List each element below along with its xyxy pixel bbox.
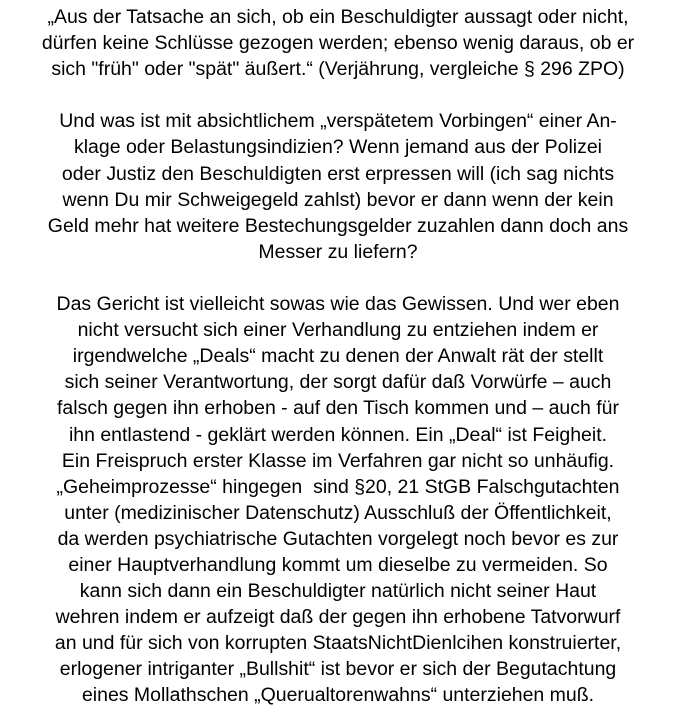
text-line: „Aus der Tatsache an sich, ob ein Beschuldigter aussagt oder nicht, [47,6,629,28]
text-line: eines Mollathschen „Querualtorenwahns“ unterziehen muß. [81,684,595,707]
text-line: oder Justiz den Beschuldigten erst erpressen will (ich sag nichts [61,162,615,185]
paragraph-question [0,108,676,265]
text-line: sich seiner Verantwortung, der sorgt dafür daß Vorwürfe – auch [64,371,612,394]
text-line: „Geheimprozesse“ hingegen sind §20, 21 StGB Falschgutachten [56,475,620,498]
text-line: falsch gegen ihn erhoben - auf den Tisch kommen und – auch für [57,397,619,420]
document-body [0,4,676,709]
paragraph-spacer [0,265,676,291]
text-line: unter (medizinischer Datenschutz) Ausschluß der Öffentlichkeit, [64,501,612,524]
text-line: wehren indem er aufzeigt daß der gegen ihn erhobene Tatvorwurf [55,606,621,629]
paragraph-spacer [0,82,676,108]
text-line: nicht versucht sich einer Verhandlung zu entziehen indem er [77,319,599,342]
text-line: kann sich dann ein Beschuldigter natürlich nicht seiner Haut [79,580,597,603]
paragraph-quote [0,4,676,82]
text-line: da werden psychiatrische Gutachten vorgelegt noch bevor es zur [57,527,619,550]
text-line: Ein Freispruch erster Klasse im Verfahren gar nicht so unhäufig. [61,449,615,472]
paragraph-court [0,291,676,709]
text-line: an und für sich von korrupten StaatsNichtDienlcihen konstruierter, [54,632,622,655]
text-line: erlogener intriganter „Bullshit“ ist bevor er sich der Begutachtung [59,658,617,681]
text-line: einer Hauptverhandlung kommt um dieselbe zu vermeiden. So [68,553,608,576]
text-line: ihn entlastend - geklärt werden können. Ein „Deal“ ist Feigheit. [68,423,608,446]
text-line: dürfen keine Schlüsse gezogen werden; ebenso wenig daraus, ob er [41,32,635,55]
text-line: sich "früh" oder "spät" äußert.“ (Verjährung, vergleiche § 296 ZPO) [51,58,625,81]
text-line: Messer zu liefern? [258,240,418,263]
text-line: wenn Du mir Schweigegeld zahlst) bevor er dann wenn der kein [62,188,614,211]
text-line: Und was ist mit absichtlichem „verspätetem Vorbingen“ einer An- [59,110,617,133]
text-line: Geld mehr hat weitere Bestechungsgelder zuzahlen dann doch ans [47,214,629,237]
text-line: irgendwelche „Deals“ macht zu denen der Anwalt rät der stellt [72,345,604,368]
text-line: klage oder Belastungsindizien? Wenn jemand aus der Polizei [73,136,603,159]
text-line: Das Gericht ist vielleicht sowas wie das Gewissen. Und wer eben [56,293,620,316]
